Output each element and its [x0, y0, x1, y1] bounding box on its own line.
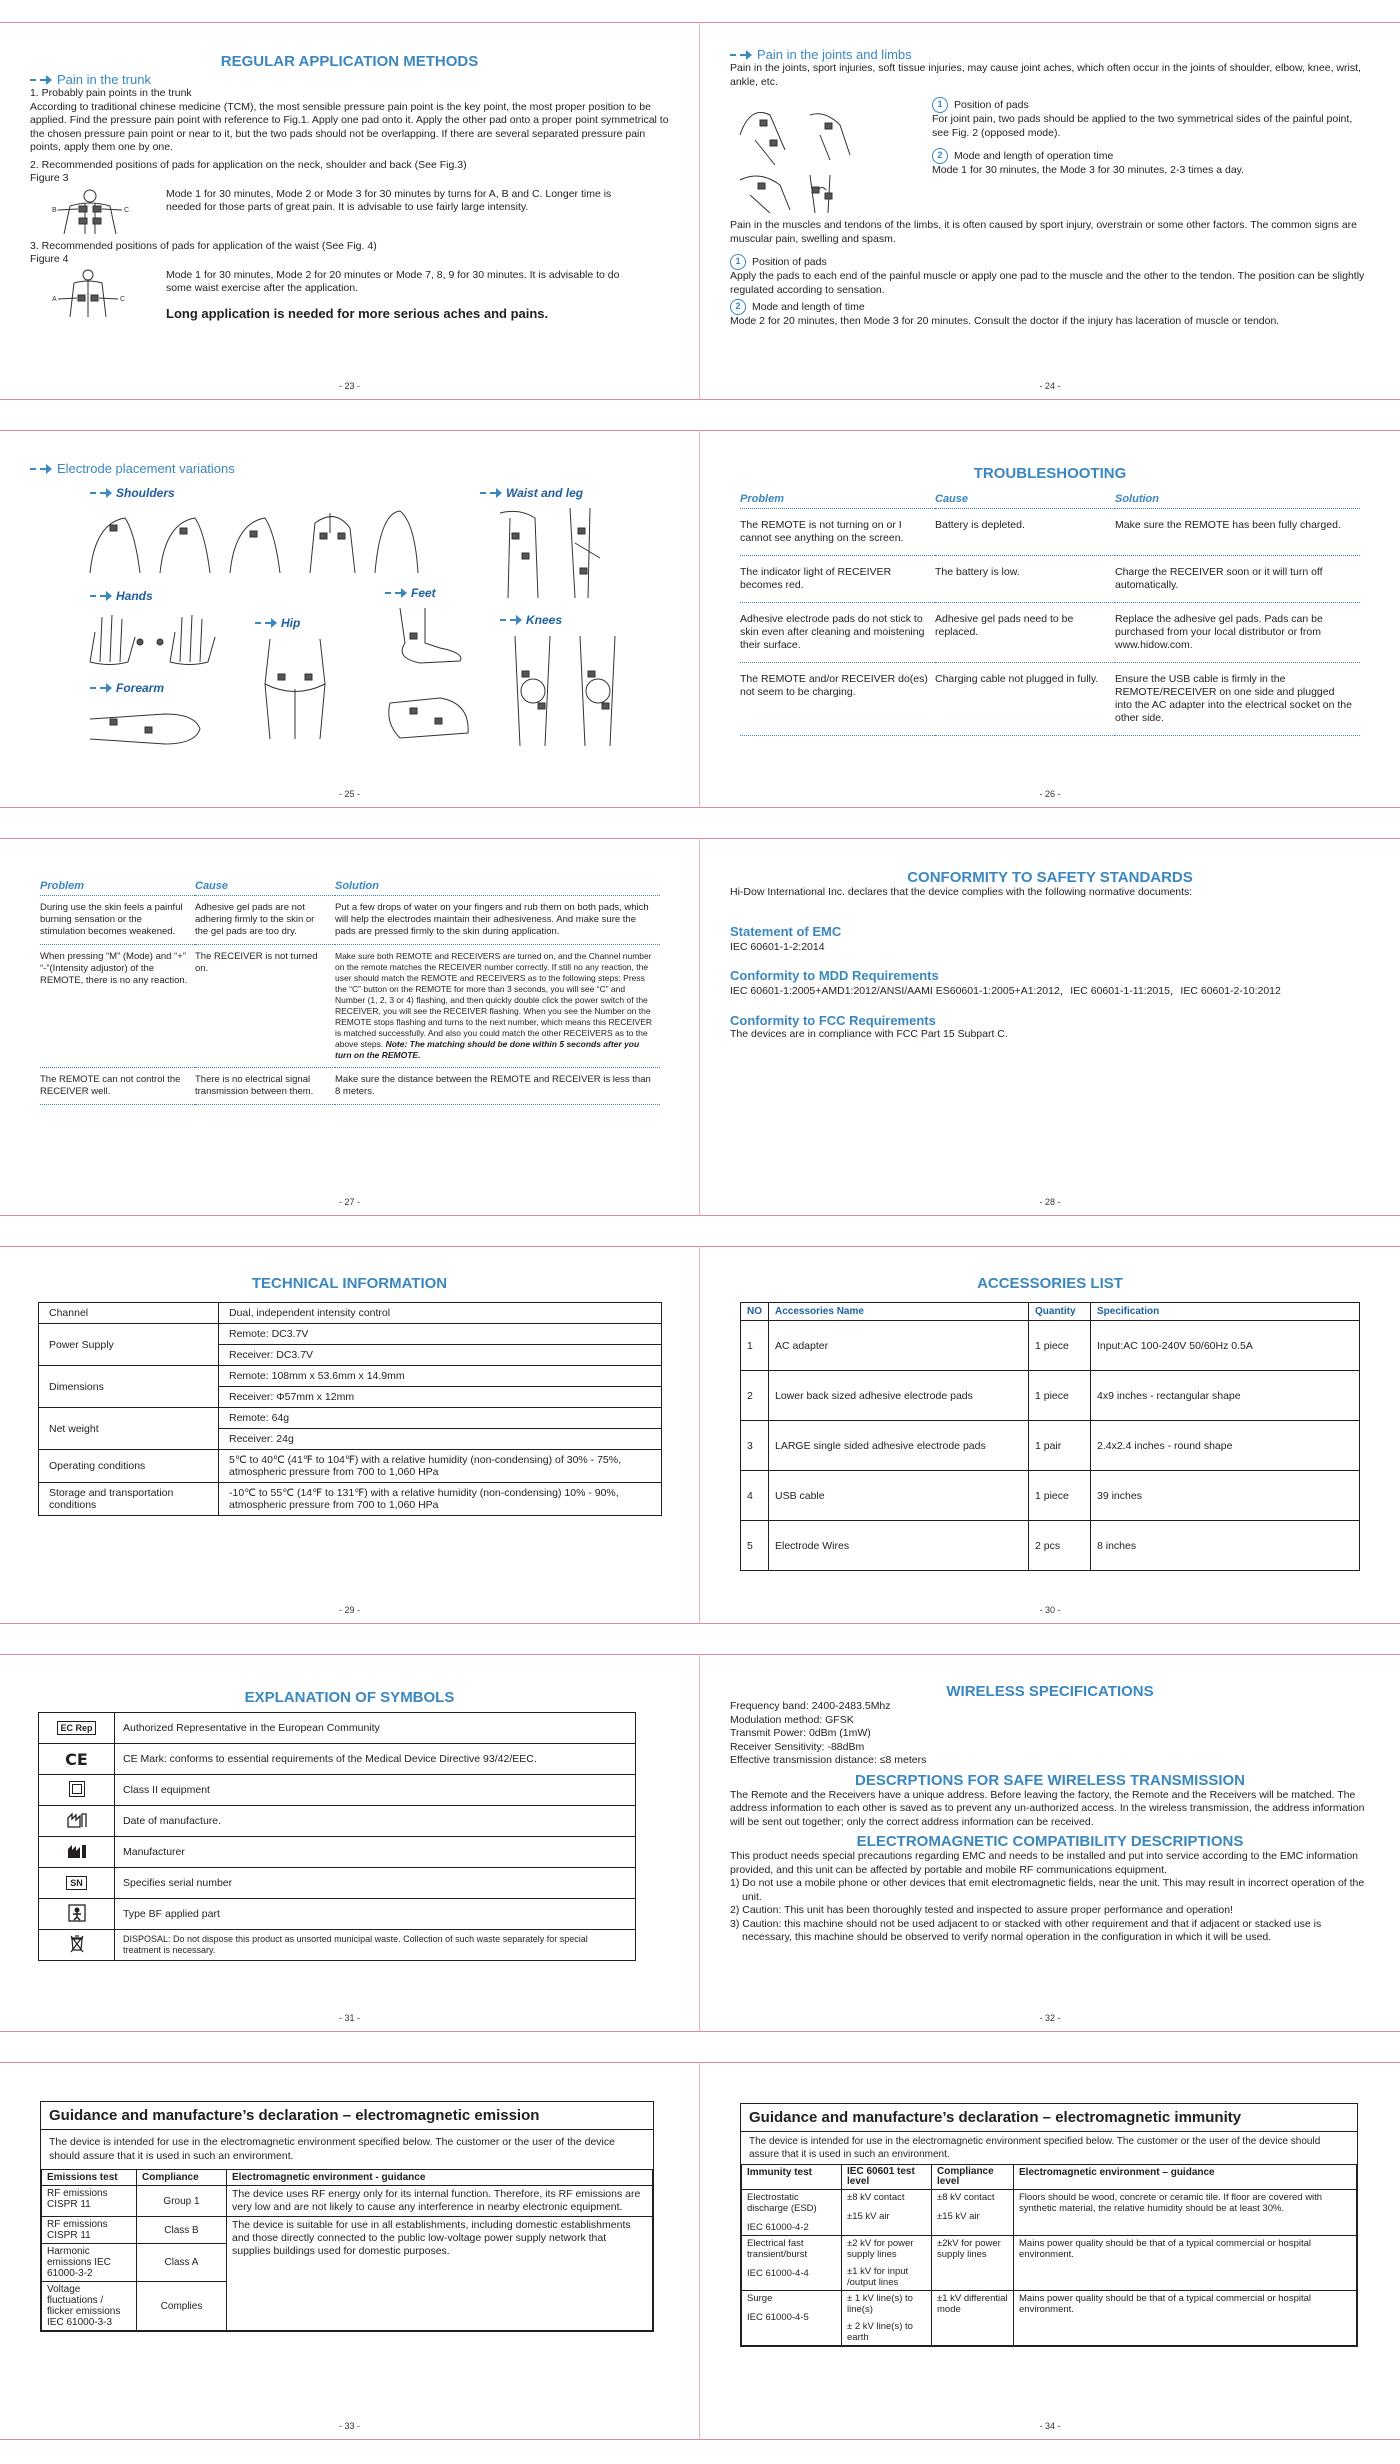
paragraph: Hi-Dow International Inc. declares that the device complies with the following normative documents: [730, 886, 1193, 898]
column-header: Immunity test [742, 2165, 842, 2190]
section-title: Pain in the joints and limbs [730, 47, 1370, 62]
arrow-icon [255, 618, 277, 628]
figure-label: Figure 3 [30, 172, 69, 184]
waist-leg-illustration [490, 503, 630, 603]
table-row: Receiver: 24g [39, 1429, 662, 1450]
knees-label: Knees [500, 613, 562, 627]
paragraph: According to traditional chinese medicine (TCM), the most sensible pressure pain point is the key point, the most proper position to be applied. Find the pressure pain point with reference to Fig.1. Apply one pad onto it. Apply the other pad onto a proper point symmetrical to the chosen pressure pain point or near to it, but the two pads should not be overlapping. If there are several separated pressure pain points, apply them one by one. [30, 100, 669, 153]
table-row: Date of manufacture. [39, 1806, 636, 1837]
page-title: TROUBLESHOOTING [973, 465, 1127, 482]
declaration-title: Guidance and manufacture’s declaration – electromagnetic emission [41, 2102, 653, 2130]
figure-3-caption: Mode 1 for 30 minutes, Mode 2 or Mode 3 for 30 minutes by turns for A, B and C. Longer time is needed for those parts of great pain. It is advisable to use fairly large intensity. [166, 187, 612, 213]
table-row: Surge IEC 61000-4-5 ± 1 kV line(s) to line(s) ± 2 kV line(s) to earth ±1 kV differential mode Mains power quality should be that of a typical commercial or hospital environment. [742, 2291, 1357, 2346]
troubleshooting-table [40, 877, 660, 1105]
ec-rep-icon: EC Rep [57, 1721, 95, 1735]
table-row: The REMOTE and/or RECEIVER do(es) not seem to be charging. Charging cable not plugged in fully. Ensure the USB cable is firmly in the REMOTE/RECEIVER on one side and plugged into the AC adapter into the electrical socket on the other side. [740, 663, 1360, 736]
table-row: EC Rep Authorized Representative in the European Community [39, 1713, 636, 1744]
note: Note: The matching should be done within 5 seconds after you turn on the REMOTE. [335, 1039, 640, 1060]
paragraph: The device is intended for use in the electromagnetic environment specified below. The customer or the user of the device should assure that it is used in such an environment. [749, 2136, 1321, 2160]
column-header: Solution [1115, 490, 1360, 509]
table-row: Voltage fluctuations / flicker emissions IEC 61000-3-3 Complies [42, 2282, 653, 2331]
figure-4-caption: Mode 1 for 30 minutes, Mode 2 for 20 minutes or Mode 7, 8, 9 for 30 minutes. It is advisable to do some waist exercise after the application. [166, 268, 620, 294]
class-ii-icon [69, 1781, 85, 1797]
table-row: 5 Electrode Wires 2 pcs 8 inches [741, 1521, 1360, 1571]
section-title: ELECTROMAGNETIC COMPATIBILITY DESCRIPTIONS [856, 1833, 1244, 1850]
column-header: NO [741, 1303, 769, 1321]
arrow-icon [90, 488, 112, 498]
page-title: ACCESSORIES LIST [977, 1275, 1123, 1292]
table-row: Receiver: Φ57mm x 12mm [39, 1387, 662, 1408]
shoulders-illustration [80, 503, 420, 583]
table-row: RF emissions CISPR 11 Group 1 The device uses RF energy only for its internal function. Therefore, its RF emissions are very low and are not likely to cause any interference in nearby electronic equipment. [42, 2186, 653, 2217]
column-header: Cause [195, 877, 335, 896]
subheading: Conformity to MDD Requirements [730, 968, 939, 983]
svg-text:C: C [120, 295, 126, 303]
hip-illustration [250, 634, 340, 744]
type-bf-icon [68, 1904, 86, 1922]
section-title: DESCRPTIONS FOR SAFE WIRELESS TRANSMISSION [854, 1771, 1246, 1789]
paragraph: IEC 60601-1-2:2014 [730, 940, 825, 953]
page-30 [700, 1246, 1400, 1624]
column-header: Quantity [1029, 1303, 1091, 1321]
column-header: Compliance [137, 2170, 227, 2186]
page-27 [0, 838, 700, 1216]
svg-text:B: B [52, 206, 57, 214]
table-row: Adhesive electrode pads do not stick to skin even after cleaning and moistening their surface. Adhesive gel pads need to be replaced. Replace the adhesive gel pads. Pads can be purchased from your local distributor or from www.hidow.com. [740, 603, 1360, 663]
column-header: Electromagnetic environment - guidance [227, 2170, 653, 2186]
table-row: Power Supply Remote: DC3.7V [39, 1324, 662, 1345]
page-number: - 29 - [338, 1605, 360, 1615]
page-33 [0, 2062, 700, 2440]
weee-bin-icon [69, 1935, 85, 1953]
page-number: - 34 - [1039, 2421, 1061, 2431]
knees-illustration [500, 631, 650, 751]
spec-line: Effective transmission distance: ≤8 meters [730, 1754, 927, 1766]
page-number: - 24 - [1039, 381, 1061, 391]
page-32 [700, 1654, 1400, 2032]
table-row: Operating conditions 5℃ to 40℃ (41℉ to 104℉) with a relative humidity (non-condensing) of 30% - 75%, atmospheric pressure from 700 to 1,060 HPa [39, 1450, 662, 1483]
arrow-icon [500, 615, 522, 625]
subheading: Position of pads [954, 98, 1029, 111]
figure-3-illustration [30, 188, 150, 236]
page-number: - 26 - [1039, 789, 1061, 799]
table-row: 4 USB cable 1 piece 39 inches [741, 1471, 1360, 1521]
table-row: The indicator light of RECEIVER becomes red. The battery is low. Charge the RECEIVER soon or it will turn off automatically. [740, 556, 1360, 603]
table-row: Manufacturer [39, 1837, 636, 1868]
column-header: Problem [40, 877, 195, 896]
emission-table [41, 2169, 653, 2331]
symbols-table [38, 1712, 636, 1961]
table-row: The REMOTE is not turning on or I cannot see anything on the screen. Battery is depleted. Make sure the REMOTE has been fully charged. [740, 509, 1360, 556]
spec-line: Frequency band: 2400-2483.5Mhz [730, 1700, 891, 1712]
declaration-title: Guidance and manufacture’s declaration – electromagnetic immunity [741, 2104, 1357, 2132]
table-row: Channel Dual, independent intensity control [39, 1303, 662, 1324]
table-row: Class II equipment [39, 1775, 636, 1806]
ce-mark-icon: CE [65, 1749, 88, 1769]
table-row: RF emissions CISPR 11 Class B The device is suitable for use in all establishments, including domestic establishments and those directly connected to the public low-voltage power supply network that supplies buildings used for domestic purposes. [42, 2217, 653, 2244]
table-row: The REMOTE can not control the RECEIVER well. There is no electrical signal transmission between them. Make sure the distance between the REMOTE and RECEIVER is less than 8 meters. [40, 1068, 660, 1105]
joint-illustration [730, 95, 920, 215]
table-row: Harmonic emissions IEC 61000-3-2 Class A [42, 2244, 653, 2282]
waist-leg-label: Waist and leg [480, 486, 583, 500]
table-row: When pressing “M” (Mode) and “+” “-”(Intensity adjustor) of the REMOTE, there is no any reaction. The RECEIVER is not turned on. Make sure both REMOTE and RECEIVERS are turned on, and the Channel number on the remote matches the RECEIVER number correctly. If still no any reaction, the user should match the REMOTE and RECEIVERS as to the following steps: Press the “C” button on the REMOTE for more than 3 seconds, you will see “C” and Number (1, 2, 3 or 4) flashing, and then quickly double click the power switch of the RECEIVER, you will see the RECEIVER flashing. When you see the Number on the REMOTE stops flashing and turns to the next number, which means this RECEIVER is matched successfully. And also you could match the other RECEIVERS as to the above steps. Note: The matching should be done within 5 seconds after you turn on the REMOTE. [40, 945, 660, 1068]
page-23 [0, 22, 700, 400]
table-row: 1 AC adapter 1 piece Input:AC 100-240V 50/60Hz 0.5A [741, 1321, 1360, 1371]
paragraph: Pain in the joints, sport injuries, soft tissue injuries, may cause joint aches, which often occur in the joints of shoulder, elbow, knee, wrist, ankle, etc. [730, 62, 1361, 88]
page-28 [700, 838, 1400, 1216]
item-heading: 1. Probably pain points in the trunk [30, 87, 192, 99]
paragraph: Mode 2 for 20 minutes, then Mode 3 for 20 minutes. Consult the doctor if the injury has laceration of muscle or tendon. [730, 315, 1280, 327]
column-header: Emissions test [42, 2170, 137, 2186]
arrow-icon [30, 464, 52, 474]
section-title: Pain in the trunk [30, 72, 669, 87]
column-header: Cause [935, 490, 1115, 509]
arrow-icon [385, 588, 407, 598]
forearm-illustration [85, 699, 205, 759]
step-number-badge: 1 [730, 254, 746, 270]
table-row: Electrical fast transient/burst IEC 61000-4-4 ±2 kV for power supply lines ±1 kV for input /output lines ±2kV for power supply lines Mains power quality should be that of a typical commercial or hospital environment. [742, 2236, 1357, 2291]
subheading: Mode and length of time [752, 300, 865, 313]
page-title: WIRELESS SPECIFICATIONS [946, 1683, 1154, 1700]
subheading: Statement of EMC [730, 923, 842, 939]
table-row: Storage and transportation conditions -10℃ to 55℃ (14℉ to 131℉) with a relative humidity (non-condensing) 10% - 90%, atmospheric pressure from 700 to 1,060 HPa [39, 1483, 662, 1516]
subheading: Position of pads [752, 255, 827, 268]
forearm-label: Forearm [90, 681, 164, 695]
accessories-table [740, 1302, 1360, 1571]
serial-number-icon: SN [66, 1876, 87, 1890]
list-item: 1) Do not use a mobile phone or other devices that emit electromagnetic fields, near the unit. This may result in incorrect operation of the unit. [730, 1877, 1365, 1903]
item-heading: 3. Recommended positions of pads for application of the waist (See Fig. 4) [30, 239, 377, 252]
column-header: Specification [1091, 1303, 1360, 1321]
table-row: Net weight Remote: 64g [39, 1408, 662, 1429]
page-number: - 32 - [1039, 2013, 1061, 2023]
page-26 [700, 430, 1400, 808]
feet-label: Feet [385, 586, 436, 600]
immunity-declaration [740, 2103, 1358, 2347]
column-header: Electromagnetic environment – guidance [1014, 2165, 1357, 2190]
page-number: - 30 - [1039, 1605, 1061, 1615]
page-title: CONFORMITY TO SAFETY STANDARDS [907, 869, 1193, 886]
subheading: Mode and length of operation time [954, 149, 1114, 162]
table-row: 3 LARGE single sided adhesive electrode pads 1 pair 2.4x2.4 inches - round shape [741, 1421, 1360, 1471]
immunity-table [741, 2164, 1357, 2346]
spec-line: Transmit Power: 0dBm (1mW) [730, 1727, 871, 1739]
list-item: 2) Caution: This unit has been thoroughly tested and inspected to assure proper performance and operation! [730, 1904, 1233, 1916]
manufacture-date-icon [67, 1812, 87, 1828]
manufacturer-icon [67, 1843, 87, 1859]
page-number: - 33 - [338, 2421, 360, 2431]
table-row: SN Specifies serial number [39, 1868, 636, 1899]
page-number: - 27 - [338, 1197, 360, 1207]
paragraph: Apply the pads to each end of the painful muscle or apply one pad to the muscle and the other to the tendon. The position can be slightly regulated according to sensation. [730, 270, 1365, 296]
paragraph: The device is intended for use in the electromagnetic environment specified below. The customer or the user of the device should assure that it is used in such an environment. [49, 2136, 615, 2162]
hands-label: Hands [90, 589, 153, 603]
shoulders-label: Shoulders [90, 486, 175, 500]
paragraph: Pain in the muscles and tendons of the limbs, it is often caused by sport injury, overstrain or some other factors. The common signs are muscular pain, swelling and spasm. [730, 219, 1357, 245]
page-title: REGULAR APPLICATION METHODS [220, 53, 479, 70]
arrow-icon [730, 50, 752, 60]
paragraph: Mode 1 for 30 minutes, the Mode 3 for 30 minutes, 2-3 times a day. [932, 164, 1245, 176]
page-title: TECHNICAL INFORMATION [251, 1275, 448, 1292]
step-number-badge: 1 [932, 97, 948, 113]
paragraph: The Remote and the Receivers have a unique address. Before leaving the factory, the Remote and the Receivers will be matched. The address information to each other is saved as to prevent any un-authorized access. In the wireless transmission, the address information will be sent out together; only the correct address information can be received. [730, 1788, 1365, 1828]
page-number: - 31 - [338, 2013, 360, 2023]
svg-text:A: A [52, 295, 57, 303]
table-row: DISPOSAL: Do not dispose this product as unsorted municipal waste. Collection of such waste separately for special treatment is necessary. [39, 1930, 636, 1961]
arrow-icon [90, 591, 112, 601]
column-header: Problem [740, 490, 935, 509]
table-row: During use the skin feels a painful burning sensation or the stimulation becomes weakened. Adhesive gel pads are not adhering firmly to the skin or the gel pads are too dry. Put a few drops of water on your fingers and rub them on both pads, which will help the electrodes maintain their adhesiveness. And make sure the pads are pressed firmly to the skin during application. [40, 896, 660, 945]
technical-info-table [38, 1302, 662, 1516]
table-row: 2 Lower back sized adhesive electrode pads 1 piece 4x9 inches - rectangular shape [741, 1371, 1360, 1421]
arrow-icon [480, 488, 502, 498]
subheading: Conformity to FCC Requirements [730, 1012, 936, 1028]
page-29 [0, 1246, 700, 1624]
hands-illustration [80, 607, 230, 667]
hip-label: Hip [255, 616, 300, 630]
page-34 [700, 2062, 1400, 2440]
arrow-icon [30, 75, 52, 85]
page-24 [700, 22, 1400, 400]
table-row: Electrostatic discharge (ESD) IEC 61000-4-2 ±8 kV contact ±15 kV air ±8 kV contact ±15 kV air Floors should be wood, concrete or ceramic tile. If floor are covered with synthetic material, the relative humidity should be at least 30%. [742, 2190, 1357, 2236]
arrow-icon [90, 683, 112, 693]
table-row: Receiver: DC3.7V [39, 1345, 662, 1366]
page-number: - 28 - [1039, 1197, 1061, 1207]
paragraph: The devices are in compliance with FCC Part 15 Subpart C. [730, 1027, 1008, 1040]
step-number-badge: 2 [932, 148, 948, 164]
step-number-badge: 2 [730, 299, 746, 315]
paragraph: IEC 60601-1:2005+AMD1:2012/ANSI/AAMI ES60601-1:2005+A1:2012，IEC 60601-1-11:2015，IEC 60601-2-10:2012 [730, 985, 1281, 997]
paragraph: For joint pain, two pads should be applied to the two symmetrical sides of the painful point, see Fig. 2 (opposed mode). [932, 113, 1353, 139]
feet-illustration [380, 603, 480, 753]
page-number: - 23 - [338, 381, 360, 391]
item-heading: 2. Recommended positions of pads for application on the neck, shoulder and back (See Fig.3) [30, 158, 467, 171]
table-row: Dimensions Remote: 108mm x 53.6mm x 14.9mm [39, 1366, 662, 1387]
page-title: EXPLANATION OF SYMBOLS [244, 1689, 455, 1706]
section-title: Electrode placement variations [30, 461, 235, 476]
spec-line: Modulation method: GFSK [730, 1713, 854, 1726]
note: Long application is needed for more serious aches and pains. [166, 305, 549, 321]
page-number: - 25 - [338, 789, 360, 799]
column-header: Accessories Name [769, 1303, 1029, 1321]
column-header: Solution [335, 877, 660, 896]
emission-declaration [40, 2101, 654, 2332]
page-31 [0, 1654, 700, 2032]
spec-line: Receiver Sensitivity: -88dBm [730, 1740, 865, 1753]
figure-label: Figure 4 [30, 253, 69, 265]
troubleshooting-table [740, 490, 1360, 736]
paragraph: This product needs special precautions regarding EMC and needs to be installed and put into service according to the EMC information provided, and this unit can be affected by portable and mobile RF communications equipment. [730, 1850, 1359, 1876]
page-25 [0, 430, 700, 808]
column-header: IEC 60601 test level [842, 2165, 932, 2190]
column-header: Compliance level [932, 2165, 1014, 2190]
figure-4-illustration [30, 269, 150, 319]
table-row: Type BF applied part [39, 1899, 636, 1930]
svg-text:C: C [124, 206, 130, 214]
list-item: 3) Caution: this machine should not be used adjacent to or stacked with other requirement and that if adjacent or stacked use is necessary, this machine should be observed to verify normal operation in the configuration in which it will be used. [730, 1917, 1322, 1943]
table-row: CE CE Mark: conforms to essential requirements of the Medical Device Directive 93/42/EEC. [39, 1744, 636, 1775]
